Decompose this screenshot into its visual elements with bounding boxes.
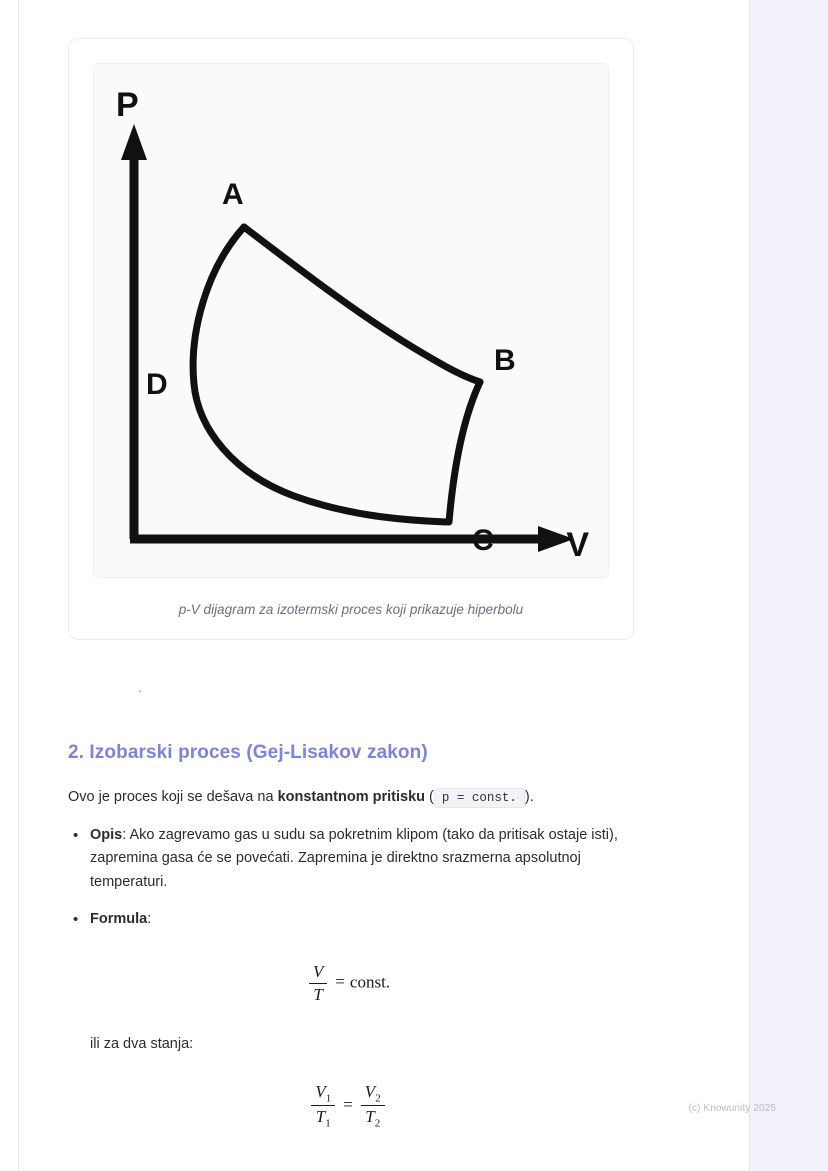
svg-text:B: B — [494, 344, 516, 377]
var-v2: V — [364, 1082, 376, 1101]
list-item-label: Opis — [90, 827, 123, 843]
intro-paren-open: ( — [425, 789, 434, 805]
formula-v-over-t — [68, 962, 628, 1005]
sub-1: 1 — [325, 1092, 332, 1105]
var-t1: T — [315, 1107, 326, 1127]
svg-text:D: D — [146, 368, 168, 401]
fraction-denominator: T — [313, 985, 323, 1004]
document-content — [68, 0, 648, 1130]
right-side-panel — [749, 0, 828, 1171]
fraction-numerator: V — [309, 962, 327, 984]
page-title: 2. Izobarski proces (Gej-Lisakov zakon) — [68, 742, 428, 763]
two-states-text: ili za dva stanja: — [90, 1036, 194, 1052]
fraction-numerator — [361, 1082, 385, 1106]
list-item-text: : — [147, 911, 152, 928]
equals-sign: = — [343, 1094, 353, 1114]
fraction — [309, 962, 327, 1005]
svg-text:A: A — [222, 178, 244, 211]
equals-sign: = — [335, 972, 345, 992]
fraction-right — [361, 1082, 385, 1130]
svg-text:P: P — [116, 86, 139, 124]
inline-code: p = const. — [434, 788, 525, 808]
fraction-denominator — [311, 1106, 335, 1129]
figure-card — [68, 38, 634, 640]
pv-diagram-svg — [94, 64, 609, 577]
sub-1: 1 — [325, 1117, 331, 1130]
list-item — [90, 908, 635, 931]
bullet-list — [68, 824, 635, 946]
list-item-label: Formula — [90, 911, 148, 928]
fraction-numerator — [311, 1082, 335, 1106]
stray-mark: ` — [138, 688, 143, 703]
var-t2: T — [365, 1107, 375, 1127]
left-margin-rule — [18, 0, 19, 1171]
figure-caption: p-V dijagram za izotermski proces koji prikazuje hiperbolu — [178, 602, 524, 617]
fraction-denominator — [361, 1106, 385, 1129]
svg-text:V: V — [566, 526, 589, 564]
sub-2: 2 — [375, 1092, 381, 1105]
intro-paragraph — [68, 786, 628, 808]
var-v1: V — [315, 1082, 326, 1101]
watermark: (c) Knowunity 2025 — [688, 1103, 776, 1114]
list-item — [90, 824, 635, 894]
formula-two-states — [68, 1082, 628, 1130]
intro-paren-close: ). — [524, 789, 534, 805]
formula-right-side: const. — [349, 972, 391, 992]
pv-diagram — [93, 63, 609, 578]
intro-bold: konstantnom pritisku — [277, 789, 425, 805]
intro-prefix: Ovo je proces koji se dešava na — [68, 789, 278, 805]
list-item-text: : Ako zagrevamo gas u sudu sa pokretnim klipom (tako da pritisak ostaje isti), zapremina gasa će se povećati. Zapremina je direktno srazmerna apsolutnoj temperaturi. — [90, 827, 618, 890]
svg-text:C: C — [472, 524, 494, 557]
sub-2: 2 — [374, 1117, 381, 1130]
fraction-left — [311, 1082, 335, 1130]
